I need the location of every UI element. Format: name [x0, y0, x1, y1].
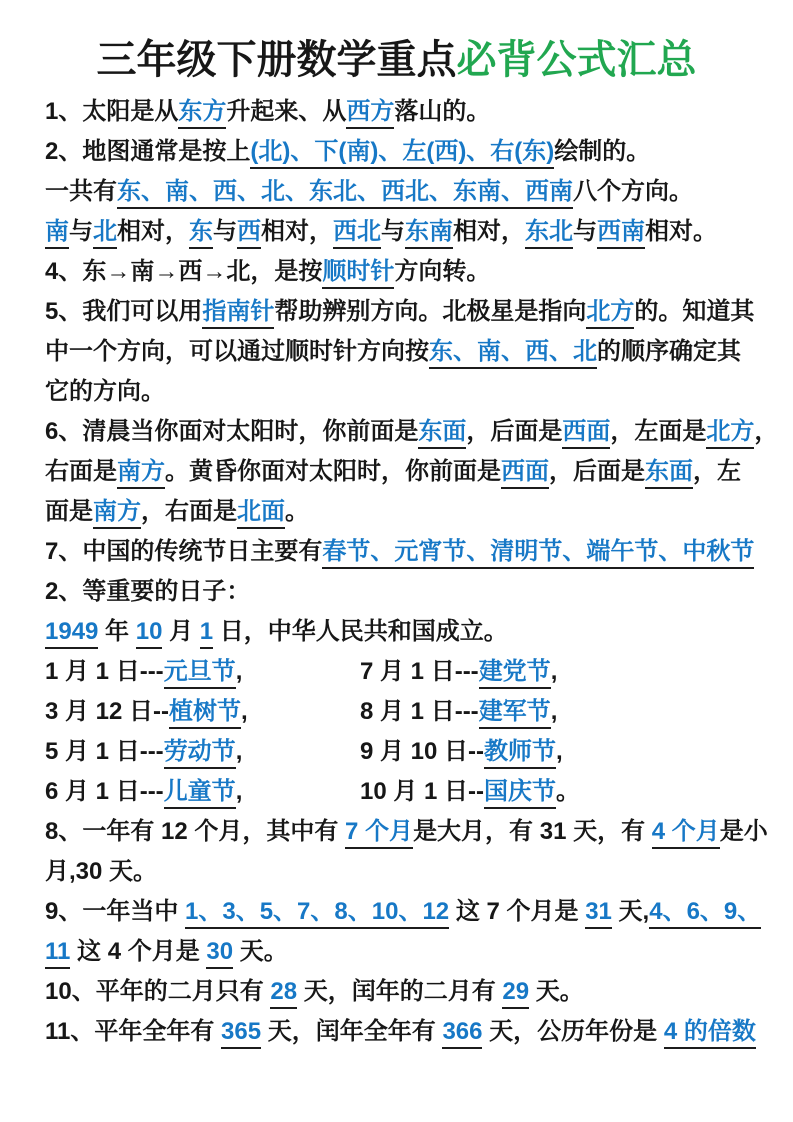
text-segment: 右面是 [45, 458, 117, 485]
text-segment: 7、中国的传统节日主要有 [45, 538, 323, 565]
text-line [45, 492, 753, 532]
highlight-term: 东、南、西、北 [429, 338, 597, 369]
highlight-term: 4 的倍数 [664, 1018, 756, 1049]
text-segment: 10 月 1 日-- [360, 778, 485, 805]
highlight-term: 东方 [178, 98, 226, 129]
text-segment: 4、东→南→西→北，是按 [45, 258, 323, 285]
highlight-term: 西面 [501, 458, 549, 489]
text-segment: 天，公历年份是 [482, 1018, 664, 1045]
text-segment: 1 月 1 日--- [45, 658, 164, 685]
text-segment: ，后面是 [466, 418, 563, 445]
text-segment: 相对， [261, 218, 333, 245]
highlight-term: 28 [270, 978, 297, 1009]
text-line [45, 932, 753, 972]
text-segment: 天。 [233, 938, 288, 965]
text-segment: 8、一年有 12 个月，其中有 [45, 818, 346, 845]
text-segment: 天，闰年的二月有 [297, 978, 503, 1005]
text-segment: 6、清晨当你面对太阳时，你前面是 [45, 418, 419, 445]
text-segment: 这 7 个月是 [449, 898, 586, 925]
text-segment: 方向转。 [394, 258, 491, 285]
highlight-term: 指南针 [202, 298, 274, 329]
text-segment: 中一个方向，可以通过顺时针方向按 [45, 338, 429, 365]
text-segment: 月 [162, 618, 200, 645]
text-segment: 3 月 12 日-- [45, 698, 170, 725]
text-segment: , [550, 698, 558, 725]
text-segment: 升起来、从 [226, 98, 347, 125]
text-segment: 相对。 [645, 218, 717, 245]
text-segment: 这 4 个月是 [70, 938, 207, 965]
text-line [45, 972, 753, 1012]
text-line [45, 372, 753, 412]
highlight-term: 南方 [93, 498, 141, 529]
text-segment: 它的方向。 [45, 378, 165, 405]
highlight-term: 东北 [525, 218, 573, 249]
highlight-term: 11 [45, 938, 70, 969]
date-col-left [45, 652, 360, 692]
text-segment: ，右面是 [141, 498, 237, 525]
text-segment: 绘制的。 [554, 138, 651, 165]
text-segment: , [235, 778, 243, 805]
text-segment: 帮助辨别方向。北极星是指向 [274, 298, 587, 325]
text-segment: 日，中华人民共和国成立。 [213, 618, 508, 645]
text-segment: ， [754, 418, 779, 445]
date-col-right [360, 692, 557, 732]
text-segment: 1、太阳是从 [45, 98, 179, 125]
text-segment: 2、等重要的日子： [45, 578, 251, 605]
date-row [45, 772, 753, 812]
text-segment: 5 月 1 日--- [45, 738, 164, 765]
highlight-term: 7 个月 [345, 818, 413, 849]
text-segment: ，左 [693, 458, 741, 485]
text-segment: 与 [213, 218, 237, 245]
highlight-term: 劳动节 [164, 738, 236, 769]
date-col-right [360, 732, 563, 772]
highlight-term: 西北 [333, 218, 381, 249]
highlight-term: 儿童节 [164, 778, 236, 809]
text-segment: ，左面是 [610, 418, 707, 445]
text-line [45, 572, 753, 612]
title-green-part: 必背公式汇总 [456, 38, 697, 82]
text-line [45, 532, 753, 572]
text-line [45, 612, 753, 652]
highlight-term: 顺时针 [322, 258, 394, 289]
highlight-term: 365 [221, 1018, 261, 1049]
text-segment: 。 [556, 778, 581, 805]
date-col-left [45, 692, 360, 732]
text-segment: , [550, 658, 558, 685]
text-line [45, 132, 753, 172]
highlight-term: 西面 [562, 418, 610, 449]
highlight-term: 南 [45, 218, 69, 249]
text-segment: 的。知道其 [634, 298, 755, 325]
text-segment: 11、平年全年有 [45, 1018, 222, 1045]
date-row [45, 692, 753, 732]
highlight-term: 春节、元宵节、清明节、端午节、中秋节 [322, 538, 754, 569]
highlight-term: 北 [93, 218, 117, 249]
highlight-term: 东南 [405, 218, 453, 249]
highlight-term: (北)、下(南)、左(西)、右(东) [250, 138, 554, 169]
text-segment: 与 [573, 218, 597, 245]
highlight-term: 北方 [586, 298, 634, 329]
text-segment: 8 月 1 日--- [360, 698, 479, 725]
text-segment: 是小 [719, 818, 768, 845]
text-segment: 相对， [117, 218, 189, 245]
highlight-term: 1949 [45, 618, 98, 649]
highlight-term: 南方 [117, 458, 165, 489]
text-segment: 10、平年的二月只有 [45, 978, 271, 1005]
text-line [45, 812, 768, 852]
text-line [45, 92, 753, 132]
text-line [45, 1012, 756, 1052]
text-segment: , [235, 738, 243, 765]
text-line [45, 252, 753, 292]
highlight-term: 东面 [645, 458, 693, 489]
text-segment: , [556, 738, 563, 765]
highlight-term: 4、6、9、 [649, 898, 761, 929]
date-col-right [360, 772, 580, 812]
highlight-term: 东 [189, 218, 213, 249]
text-line [45, 412, 779, 452]
highlight-term: 1、3、5、7、8、10、12 [185, 898, 449, 929]
text-segment: 天。 [529, 978, 584, 1005]
text-segment: 6 月 1 日--- [45, 778, 164, 805]
highlight-term: 4 个月 [652, 818, 720, 849]
highlight-term: 1 [200, 618, 213, 649]
text-segment: ，后面是 [549, 458, 645, 485]
date-row [45, 732, 753, 772]
highlight-term: 366 [442, 1018, 482, 1049]
text-segment: 是大月，有 31 天，有 [413, 818, 652, 845]
text-segment: 的顺序确定其 [597, 338, 741, 365]
text-segment: 与 [69, 218, 93, 245]
text-line [45, 212, 753, 252]
text-segment: 7 月 1 日--- [360, 658, 479, 685]
highlight-term: 建军节 [479, 698, 551, 729]
date-col-right [360, 652, 557, 692]
date-col-left [45, 732, 360, 772]
highlight-term: 建党节 [479, 658, 551, 689]
highlight-term: 31 [585, 898, 612, 929]
highlight-term: 北面 [237, 498, 285, 529]
page-title [0, 34, 793, 86]
highlight-term: 东面 [418, 418, 466, 449]
text-segment: 月,30 天。 [45, 858, 158, 885]
highlight-term: 东、南、西、北、东北、西北、东南、西南 [117, 178, 573, 209]
highlight-term: 30 [206, 938, 233, 969]
highlight-term: 国庆节 [484, 778, 556, 809]
date-col-left [45, 772, 360, 812]
text-segment: 面是 [45, 498, 93, 525]
highlight-term: 植树节 [169, 698, 241, 729]
highlight-term: 教师节 [484, 738, 556, 769]
text-segment: 天, [611, 898, 650, 925]
text-segment: 9 月 10 日-- [360, 738, 485, 765]
text-segment: 落山的。 [394, 98, 491, 125]
text-line [45, 292, 753, 332]
text-segment: 八个方向。 [573, 178, 693, 205]
highlight-term: 西南 [597, 218, 645, 249]
title-black-part: 三年级下册数学重点 [96, 38, 457, 82]
highlight-term: 元旦节 [164, 658, 236, 689]
text-segment: 5、我们可以用 [45, 298, 203, 325]
text-segment: 天，闰年全年有 [261, 1018, 443, 1045]
date-row [45, 652, 753, 692]
highlight-term: 西 [237, 218, 261, 249]
text-line [45, 172, 753, 212]
text-segment: , [241, 698, 248, 725]
text-line [45, 852, 753, 892]
text-segment: , [235, 658, 243, 685]
text-line [45, 892, 762, 932]
document-body [0, 86, 793, 1052]
highlight-term: 西方 [346, 98, 394, 129]
text-line [45, 332, 753, 372]
text-segment: 一共有 [45, 178, 117, 205]
text-line [45, 452, 753, 492]
text-segment: 2、地图通常是按上 [45, 138, 251, 165]
highlight-term: 北方 [706, 418, 754, 449]
text-segment: 相对， [453, 218, 525, 245]
text-segment: 年 [98, 618, 136, 645]
text-segment: 。黄昏你面对太阳时，你前面是 [165, 458, 501, 485]
text-segment: 。 [285, 498, 309, 525]
highlight-term: 10 [136, 618, 163, 649]
highlight-term: 29 [502, 978, 529, 1009]
text-segment: 与 [381, 218, 405, 245]
text-segment: 9、一年当中 [45, 898, 186, 925]
